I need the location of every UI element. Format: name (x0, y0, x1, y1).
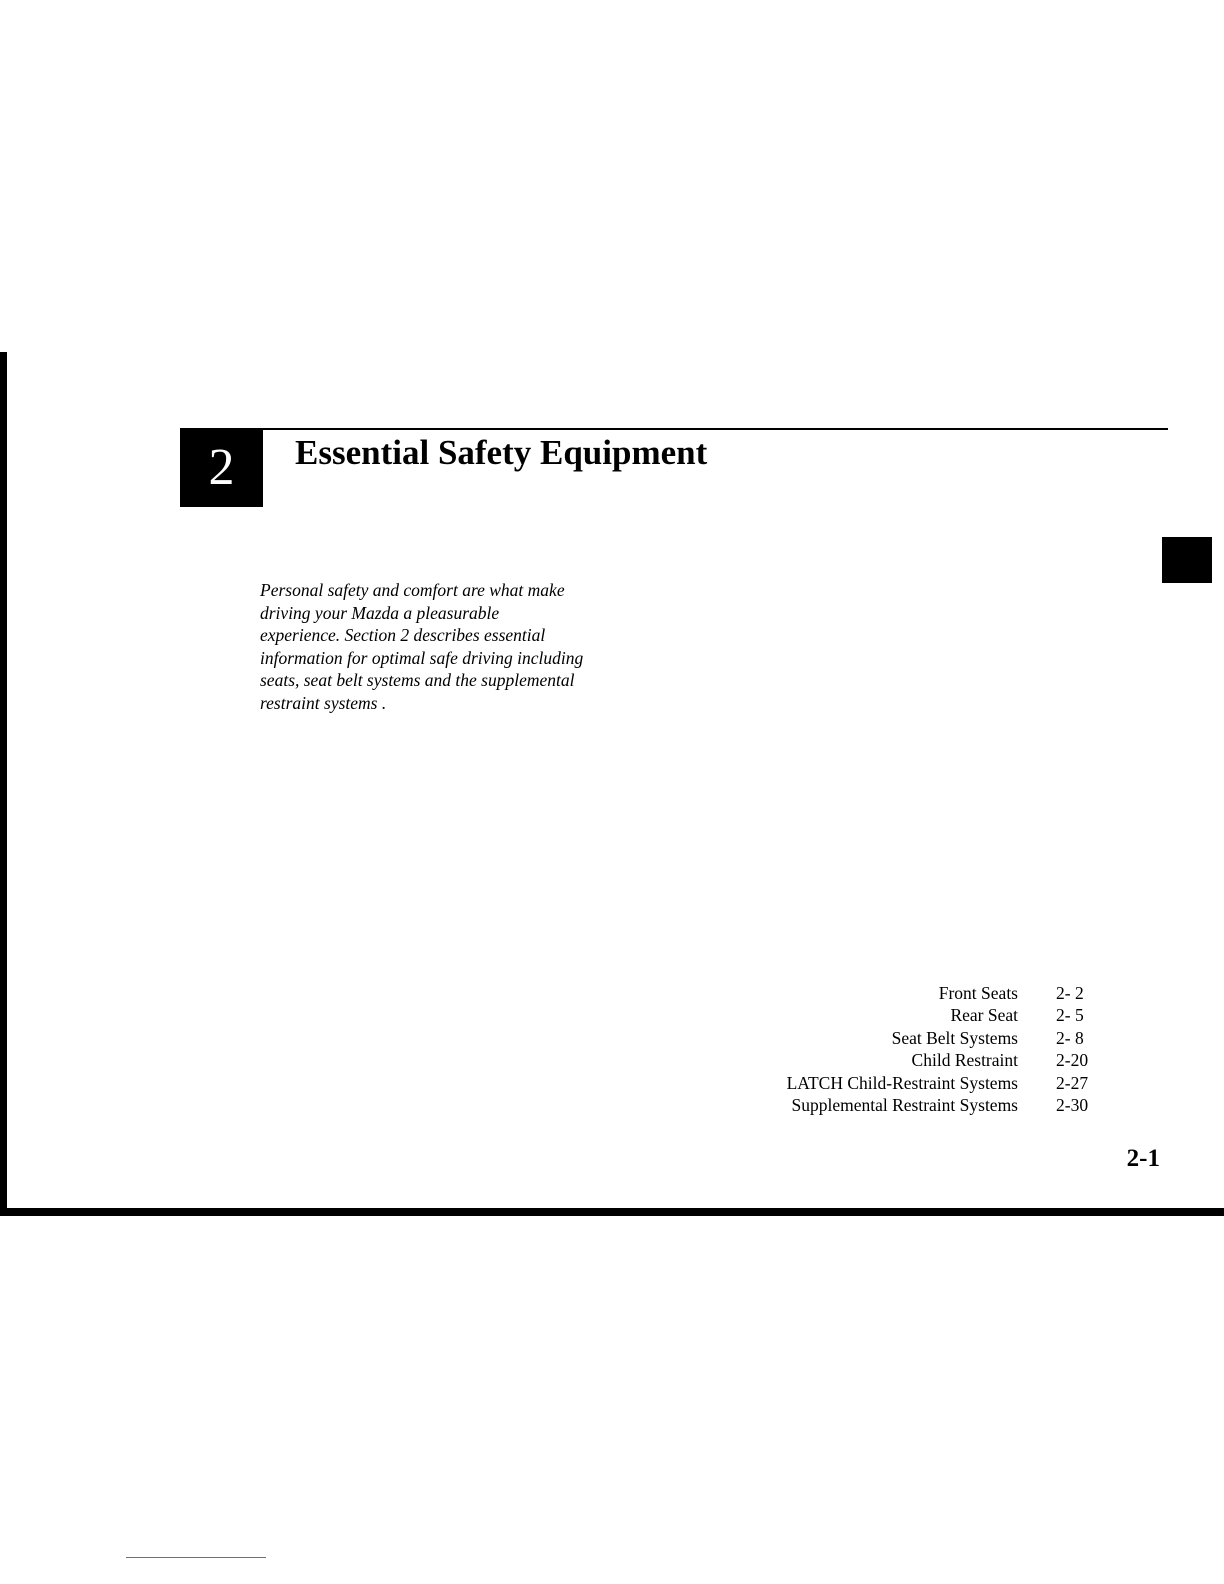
toc-item-page: 2- 8 (1056, 1027, 1084, 1048)
intro-line: seats, seat belt systems and the supplemental (260, 670, 575, 691)
toc-item-page: 2- 5 (1056, 1005, 1084, 1026)
intro-line: information for optimal safe driving including (260, 647, 584, 668)
intro-line: experience. Section 2 describes essential (260, 625, 546, 646)
page-number: 2-1 (1126, 1145, 1160, 1172)
page-bottom-rule (0, 1208, 1224, 1216)
toc-item-page: 2-27 (1056, 1072, 1089, 1093)
left-edge-bar (0, 352, 7, 1212)
chapter-title: Essential Safety Equipment (295, 433, 708, 472)
toc-item[interactable] (700, 1004, 1100, 1026)
toc-item[interactable] (700, 1049, 1100, 1071)
toc-item-title: LATCH Child-Restraint Systems (786, 1072, 1018, 1093)
toc-item-title: Seat Belt Systems (891, 1027, 1018, 1048)
chapter-intro (260, 579, 640, 715)
section-thumb-tab (1162, 537, 1212, 583)
footer-link-underline (126, 1557, 266, 1558)
toc-item[interactable] (700, 1072, 1100, 1094)
toc-item-title: Rear Seat (950, 1005, 1018, 1026)
toc-item-title: Child Restraint (911, 1050, 1018, 1071)
toc-item-page: 2-30 (1056, 1094, 1089, 1115)
table-of-contents (700, 982, 1100, 1116)
chapter-number-box: 2 (180, 428, 263, 507)
toc-item[interactable] (700, 1027, 1100, 1049)
toc-item-page: 2-20 (1056, 1050, 1089, 1071)
intro-line: Personal safety and comfort are what make (260, 580, 565, 600)
toc-item[interactable] (700, 982, 1100, 1004)
toc-item[interactable] (700, 1094, 1100, 1116)
intro-line: driving your Mazda a pleasurable (260, 602, 500, 623)
intro-line: restraint systems . (260, 692, 387, 713)
toc-item-title: Front Seats (938, 983, 1018, 1003)
toc-item-page: 2- 2 (1056, 983, 1084, 1003)
toc-item-title: Supplemental Restraint Systems (791, 1094, 1018, 1115)
